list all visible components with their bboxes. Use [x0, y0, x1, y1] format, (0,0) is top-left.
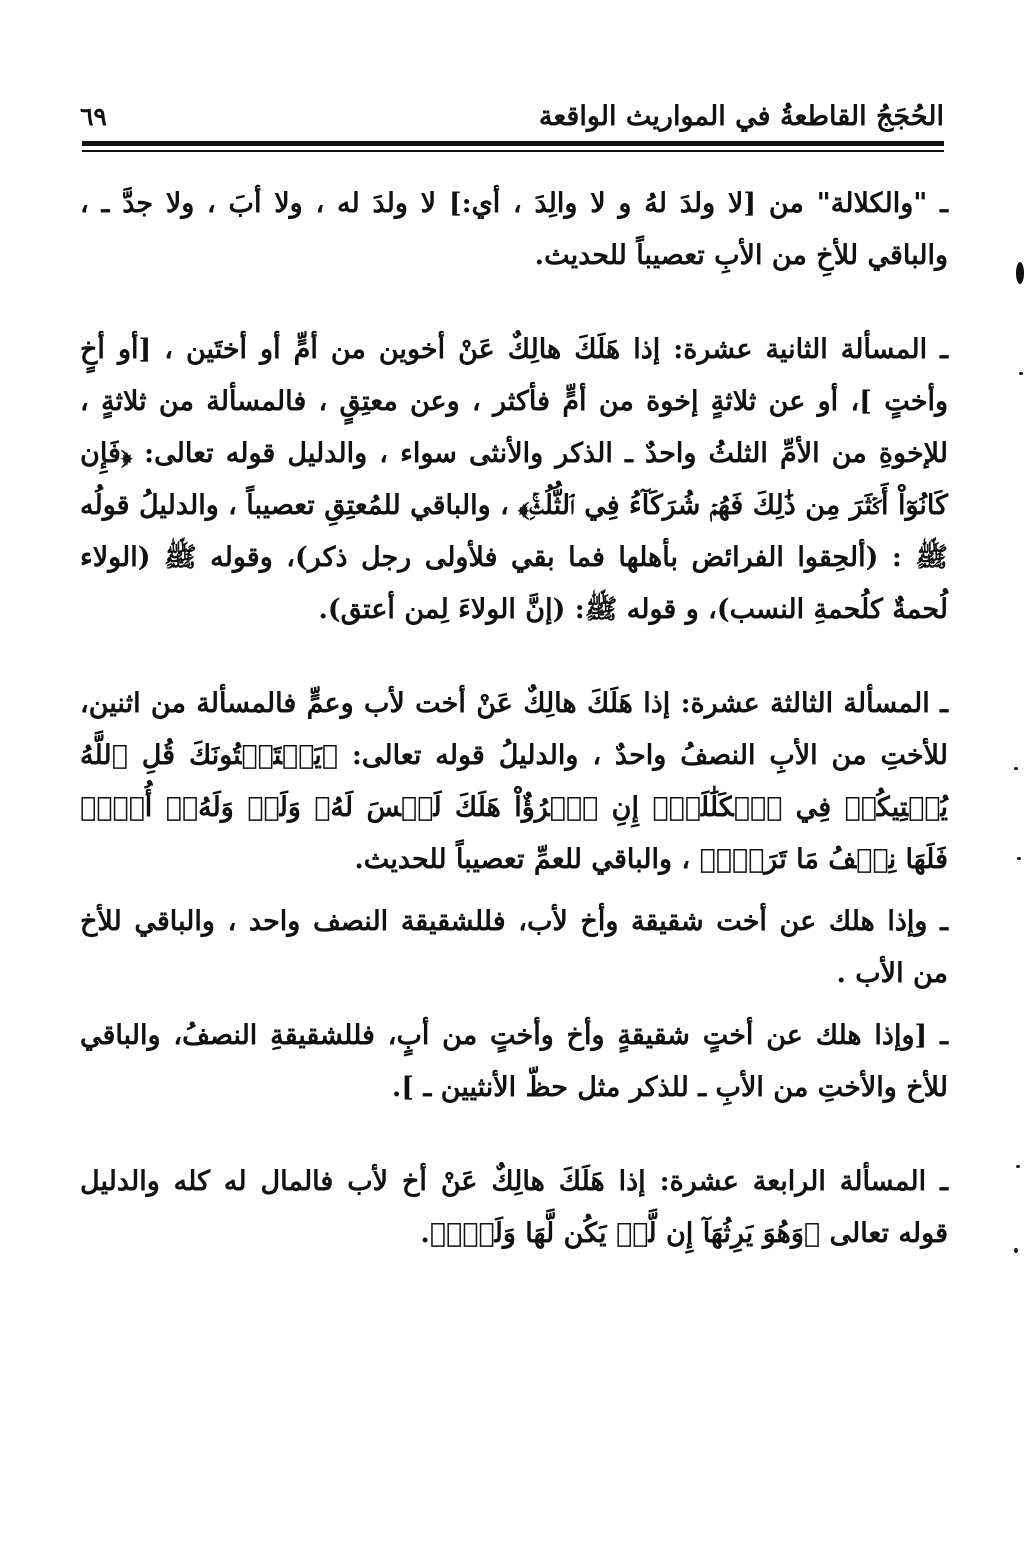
scan-margin-mark: [1016, 262, 1024, 284]
scan-margin-dot: [1014, 767, 1018, 770]
running-title: الحُجَجُ القاطعةُ في المواريث الواقعة: [538, 100, 944, 132]
paragraph-brother-sister-case: ـ [وإذا هلك عن أختٍ شقيقةٍ وأخ وأختٍ من أبٍ، فللشقيقةِ النصفُ، والباقي للأخ والأختِ من الأبِ ـ للذكر مثل حظّ الأنثيين ـ ].: [80, 1020, 948, 1103]
page-body: [80, 178, 948, 1260]
paragraph-twelfth-issue: ـ المسألة الثانية عشرة: إذا هَلَكَ هالِكٌ عَنْ أخوين من أمٍّ أو أختَين ، [أو أخٍ وأختٍ ]، أو عن ثلاثةٍ إخوة من أمٍّ فأكثر ، وعن معتِقٍ ، فالمسألة من ثلاثةٍ ، للإخوةِ من الأمِّ الثلثُ واحدٌ ـ الذكر والأنثى سواء ، والدليل قوله تعالى: ﴿فَإِن كَانُوٓاْ أَكۡثَرَ مِن ذَٰلِكَ فَهُمۡ شُرَكَآءُ فِي ٱلثُّلُثِۚ﴾ ، والباقي للمُعتِقِ تعصيباً ، والدليلُ قولُه ﷺ : (ألحِقوا الفرائض بأهلها فما بقي فلأولى رجل ذكر)، وقوله ﷺ (الولاء لُحمةٌ كلُحمةِ النسب)، و قوله ﷺ: (إنَّ الولاءَ لِمن أعتق).: [80, 334, 948, 625]
scan-margin-dot: [1019, 372, 1023, 375]
page-header: [80, 96, 944, 136]
paragraph-full-sister-case: ـ وإذا هلك عن أخت شقيقة وأخ لأب، فللشقيقة النصف واحد ، والباقي للأخ من الأب .: [80, 906, 948, 989]
scan-margin-dot: [1017, 857, 1021, 860]
header-rule-thick: [82, 141, 944, 146]
scan-margin-dot: [1016, 1165, 1020, 1168]
paragraph-thirteenth-issue: ـ المسألة الثالثة عشرة: إذا هَلَكَ هالِكٌ عَنْ أخت لأب وعمٍّ فالمسألة من اثنين، للأختِ من الأبِ النصفُ واحدٌ ، والدليلُ قوله تعالى: ﴿يَسۡتَفۡتُونَكَ قُلِ ٱللَّهُ يُفۡتِيكُمۡ فِي ٱلۡكَلَٰلَةِۚ إِنِ ٱمۡرُؤٌاْ هَلَكَ لَيۡسَ لَهُۥ وَلَدٞ وَلَهُۥٓ أُخۡتٞ فَلَهَا نِصۡفُ مَا تَرَكَۚ﴾ ، والباقي للعمِّ تعصيباً للحديث.: [80, 688, 948, 875]
paragraph-kalala: ـ "والكلالة" من [لا ولدَ لهُ و لا والِدَ ، أي:] لا ولدَ له ، ولا أبَ ، ولا جدَّ ـ ، والباقي للأخِ من الأبِ تعصيباً للحديث.: [80, 188, 948, 271]
header-rule-thin: [82, 150, 944, 152]
scan-margin-dot: [1014, 1248, 1018, 1253]
paragraph-fourteenth-issue: ـ المسألة الرابعة عشرة: إذا هَلَكَ هالِكٌ عَنْ أخ لأب فالمال له كله والدليل قوله تعالى ﴿وَهُوَ يَرِثُهَآ إِن لَّمۡ يَكُن لَّهَا وَلَدٞۚ﴾.: [80, 1166, 948, 1249]
page-number: ٦٩: [80, 101, 107, 131]
